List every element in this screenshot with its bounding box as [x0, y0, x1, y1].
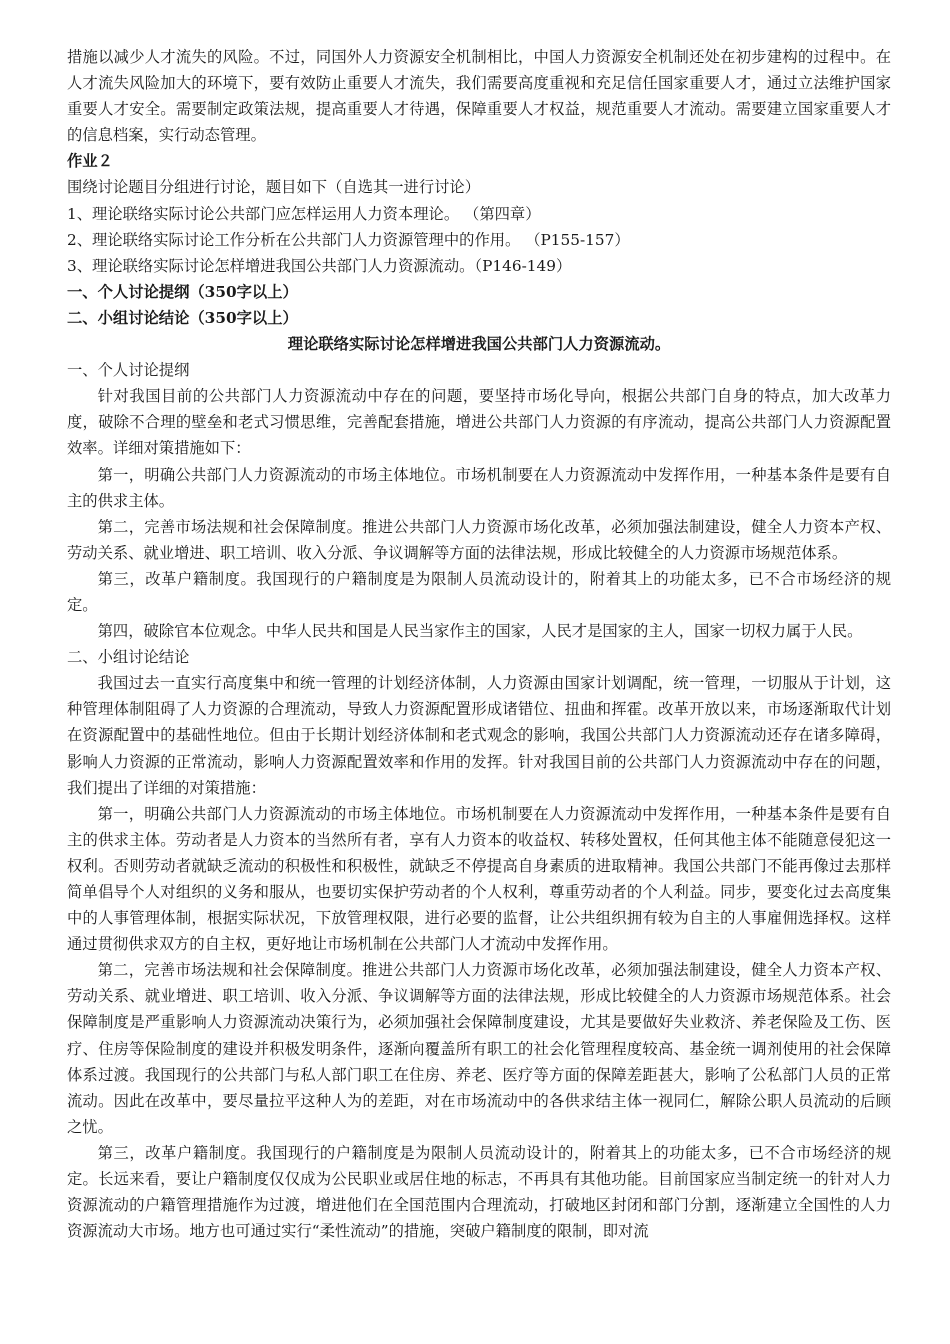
topic-item: 3、理论联络实际讨论怎样增进我国公共部门人力资源流动。（P146-149） [67, 256, 572, 275]
section1-paragraph: 针对我国目前的公共部门人力资源流动中存在的问题，要坚持市场化导向，根据公共部门自身的特点，加大改革力度，破除不合理的壁垒和老式习惯思维，完善配套措施，增进公共部门人力资源的有序流动，提高公共部门人力资源配置效率。详细对策措施如下： [67, 387, 891, 458]
topic-item: 1、理论联络实际讨论公共部门应怎样运用人力资本理论。 （第四章） [67, 204, 541, 223]
section1-paragraph: 第二，完善市场法规和社会保障制度。推进公共部门人力资源市场化改革，必须加强法制建设，健全人力资本产权、劳动关系、就业增进、职工培训、收入分派、争议调解等方面的法律法规，形成比较健全的人力资源市场规范体系。 [67, 517, 891, 562]
requirement-item: 二、小组讨论结论（350字以上） [67, 308, 298, 327]
document-page [67, 44, 891, 1244]
section2-paragraph: 第一，明确公共部门人力资源流动的市场主体地位。市场机制要在人力资源流动中发挥作用，一种基本条件是要有自主的供求主体。劳动者是人力资本的当然所有者，享有人力资本的收益权、转移处置权，任何其他主体不能随意侵犯这一权利。否则劳动者就缺乏流动的积极性和积极性，就缺乏不停提高自身素质的进取精神。我国公共部门不能再像过去那样简单倡导个人对组织的义务和服从，也要切实保护劳动者的个人权利，尊重劳动者的个人利益。同步，要变化过去高度集中的人事管理体制，根据实际状况，下放管理权限，进行必要的监督，让公共组织拥有较为自主的人事雇佣选择权。这样通过贯彻供求双方的自主权，更好地让市场机制在公共部门人才流动中发挥作用。 [67, 804, 891, 954]
section1-paragraph: 第四，破除官本位观念。中华人民共和国是人民当家作主的国家，人民才是国家的主人，国家一切权力属于人民。 [97, 622, 863, 641]
essay-title: 理论联络实际讨论怎样增进我国公共部门人力资源流动。 [287, 335, 671, 354]
section2-paragraph: 我国过去一直实行高度集中和统一管理的计划经济体制，人力资源由国家计划调配，统一管理，一切服从于计划，这种管理体制阻碍了人力资源的合理流动，导致人力资源配置形成诸错位、扭曲和挥霍。改革开放以来，市场逐渐取代计划在资源配置中的基础性地位。但由于长期计划经济体制和老式观念的影响，我国公共部门人力资源流动还存在诸多障碍，影响人力资源的正常流动，影响人力资源配置效率和作用的发挥。针对我国目前的公共部门人力资源流动中存在的问题，我们提出了详细的对策措施： [67, 674, 891, 797]
section2-paragraph: 第三，改革户籍制度。我国现行的户籍制度是为限制人员流动设计的，附着其上的功能太多，已不合市场经济的规定。长远来看，要让户籍制度仅仅成为公民职业或居住地的标志，不再具有其他功能。目前国家应当制定统一的针对人力资源流动的户籍管理措施作为过渡，增进他们在全国范围内合理流动，打破地区封闭和部门分割，逐渐建立全国性的人力资源流动大市场。地方也可通过实行“柔性流动”的措施，突破户籍制度的限制，即对流 [67, 1143, 891, 1241]
section1-heading: 一、个人讨论提纲 [67, 361, 190, 380]
section2-paragraph: 第二，完善市场法规和社会保障制度。推进公共部门人力资源市场化改革，必须加强法制建设，健全人力资本产权、劳动关系、就业增进、职工培训、收入分派、争议调解等方面的法律法规，形成比较健全的人力资源市场规范体系。社会保障制度是严重影响人力资源流动决策行为，必须加强社会保障制度建设，尤其是要做好失业救济、养老保险及工伤、医疗、住房等保险制度的建设并积极发明条件，逐渐向覆盖所有职工的社会化管理程度较高、基金统一调剂使用的社会保障体系过渡。我国现行的公共部门与私人部门职工在住房、养老、医疗等方面的保障差距甚大，影响了公私部门人员的正常流动。因此在改革中，要尽量拉平这种人为的差距，对在市场流动中的各供求结主体一视同仁，解除公职人员流动的后顾之忧。 [67, 961, 891, 1136]
assignment-heading: 作业２ [67, 152, 113, 171]
top-paragraph: 措施以减少人才流失的风险。不过，同国外人力资源安全机制相比，中国人力资源安全机制还处在初步建构的过程中。在人才流失风险加大的环境下，要有效防止重要人才流失，我们需要高度重视和充足信任国家重要人才，通过立法维护国家重要人才安全。需要制定政策法规，提高重要人才待遇，保障重要人才权益，规范重要人才流动。需要建立国家重要人才的信息档案，实行动态管理。 [67, 48, 891, 145]
topic-item: 2、理论联络实际讨论工作分析在公共部门人力资源管理中的作用。 （P155-157） [67, 230, 630, 249]
section2-heading: 二、小组讨论结论 [67, 648, 190, 667]
section1-paragraph: 第一，明确公共部门人力资源流动的市场主体地位。市场机制要在人力资源流动中发挥作用，一种基本条件是要有自主的供求主体。 [67, 465, 891, 510]
section1-paragraph: 第三，改革户籍制度。我国现行的户籍制度是为限制人员流动设计的，附着其上的功能太多，已不合市场经济的规定。 [67, 569, 891, 614]
requirement-item: 一、个人讨论提纲（350字以上） [67, 282, 298, 301]
assignment-intro: 围绕讨论题目分组进行讨论，题目如下（自选其一进行讨论） [67, 178, 481, 197]
